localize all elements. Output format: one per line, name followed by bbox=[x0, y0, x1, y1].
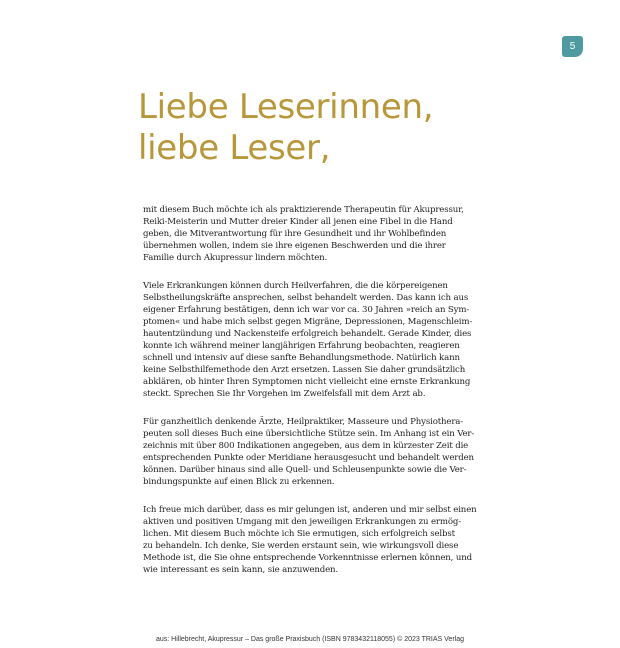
text-line: entsprechenden Punkte oder Meridiane herausgesucht und behandelt werden bbox=[143, 453, 474, 463]
text-line: eigener Erfahrung bestätigen, denn ich war vor ca. 30 Jahren »reich an Sym- bbox=[143, 305, 470, 315]
text-line: Viele Erkrankungen können durch Heilverfahren, die die körpereigenen bbox=[143, 281, 448, 291]
text-line: Familie durch Akupressur lindern möchten. bbox=[143, 253, 328, 263]
text-line: übernehmen wollen, indem sie ihre eigenen Beschwerden und die ihrer bbox=[143, 241, 446, 251]
heading-line: Liebe Leserinnen, bbox=[138, 87, 434, 127]
text-line: Ich freue mich darüber, dass es mir gelungen ist, anderen und mir selbst einen bbox=[143, 505, 477, 515]
page-footer: aus: Hillebrecht, Akupressur – Das große Praxisbuch (ISBN 9783432118055) © 2023 TRIAS Verlag bbox=[155, 636, 464, 643]
text-line: peuten soll dieses Buch eine übersichtliche Stütze sein. Im Anhang ist ein Ver- bbox=[143, 429, 475, 439]
text-line: lichen. Mit diesem Buch möchte ich Sie ermutigen, sich erfolgreich selbst bbox=[143, 529, 455, 539]
text-line: können. Darüber hinaus sind alle Quell- und Schleusenpunkte sowie die Ver- bbox=[143, 465, 467, 475]
text-line: zu behandeln. Ich denke, Sie werden erstaunt sein, wie wirkungsvoll diese bbox=[143, 541, 459, 551]
text-line: abklären, ob hinter Ihren Symptomen nicht vielleicht eine ernste Erkrankung bbox=[143, 377, 471, 387]
text-line: bindungspunkte auf einen Blick zu erkennen. bbox=[143, 477, 335, 487]
text-line: mit diesem Buch möchte ich als praktizierende Therapeutin für Akupressur, bbox=[143, 205, 464, 215]
text-line: ptomen« und habe mich selbst gegen Migräne, Depressionen, Magenschleim- bbox=[143, 317, 473, 327]
text-line: Reiki-Meisterin und Mutter dreier Kinder all jenen eine Fibel in die Hand bbox=[143, 217, 453, 227]
body-text bbox=[143, 204, 477, 592]
paragraph-4 bbox=[143, 504, 477, 576]
text-line: zeichnis mit über 800 Indikationen angegeben, aus dem in kürzester Zeit die bbox=[143, 441, 469, 451]
text-line: konnte ich während meiner langjährigen Erfahrung beobachten, reagieren bbox=[143, 341, 460, 351]
paragraph-3 bbox=[143, 416, 473, 488]
heading-line: liebe Leser, bbox=[138, 128, 331, 168]
text-line: aktiven und positiven Umgang mit den jeweiligen Erkrankungen zu ermög- bbox=[143, 517, 461, 527]
text-line: Selbstheilungskräfte ansprechen, selbst behandelt werden. Das kann ich aus bbox=[143, 293, 469, 303]
text-line: keine Selbsthilfemethode den Arzt ersetzen. Lassen Sie daher grundsätzlich bbox=[143, 365, 466, 375]
paragraph-1 bbox=[143, 204, 473, 264]
text-line: geben, die Mitverantwortung für ihre Gesundheit und ihr Wohlbefinden bbox=[143, 229, 447, 239]
page-heading bbox=[138, 87, 433, 169]
paragraph-2 bbox=[143, 280, 473, 400]
text-line: hautentzündung und Nackensteife erfolgreich behandelt. Gerade Kinder, dies bbox=[143, 329, 472, 339]
text-line: schnell und intensiv auf diese sanfte Behandlungsmethode. Natürlich kann bbox=[143, 353, 460, 363]
text-line: wie interessant es sein kann, sie anzuwenden. bbox=[143, 565, 338, 575]
text-line: Methode ist, die Sie ohne entsprechende Vorkenntnisse erlernen können, und bbox=[143, 553, 472, 563]
text-line: Für ganzheitlich denkende Ärzte, Heilpraktiker, Masseure und Physiothera- bbox=[143, 417, 464, 427]
text-line: steckt. Sprechen Sie Ihr Vorgehen im Zweifelsfall mit dem Arzt ab. bbox=[143, 389, 426, 399]
page-number-badge: 5 bbox=[562, 36, 583, 57]
